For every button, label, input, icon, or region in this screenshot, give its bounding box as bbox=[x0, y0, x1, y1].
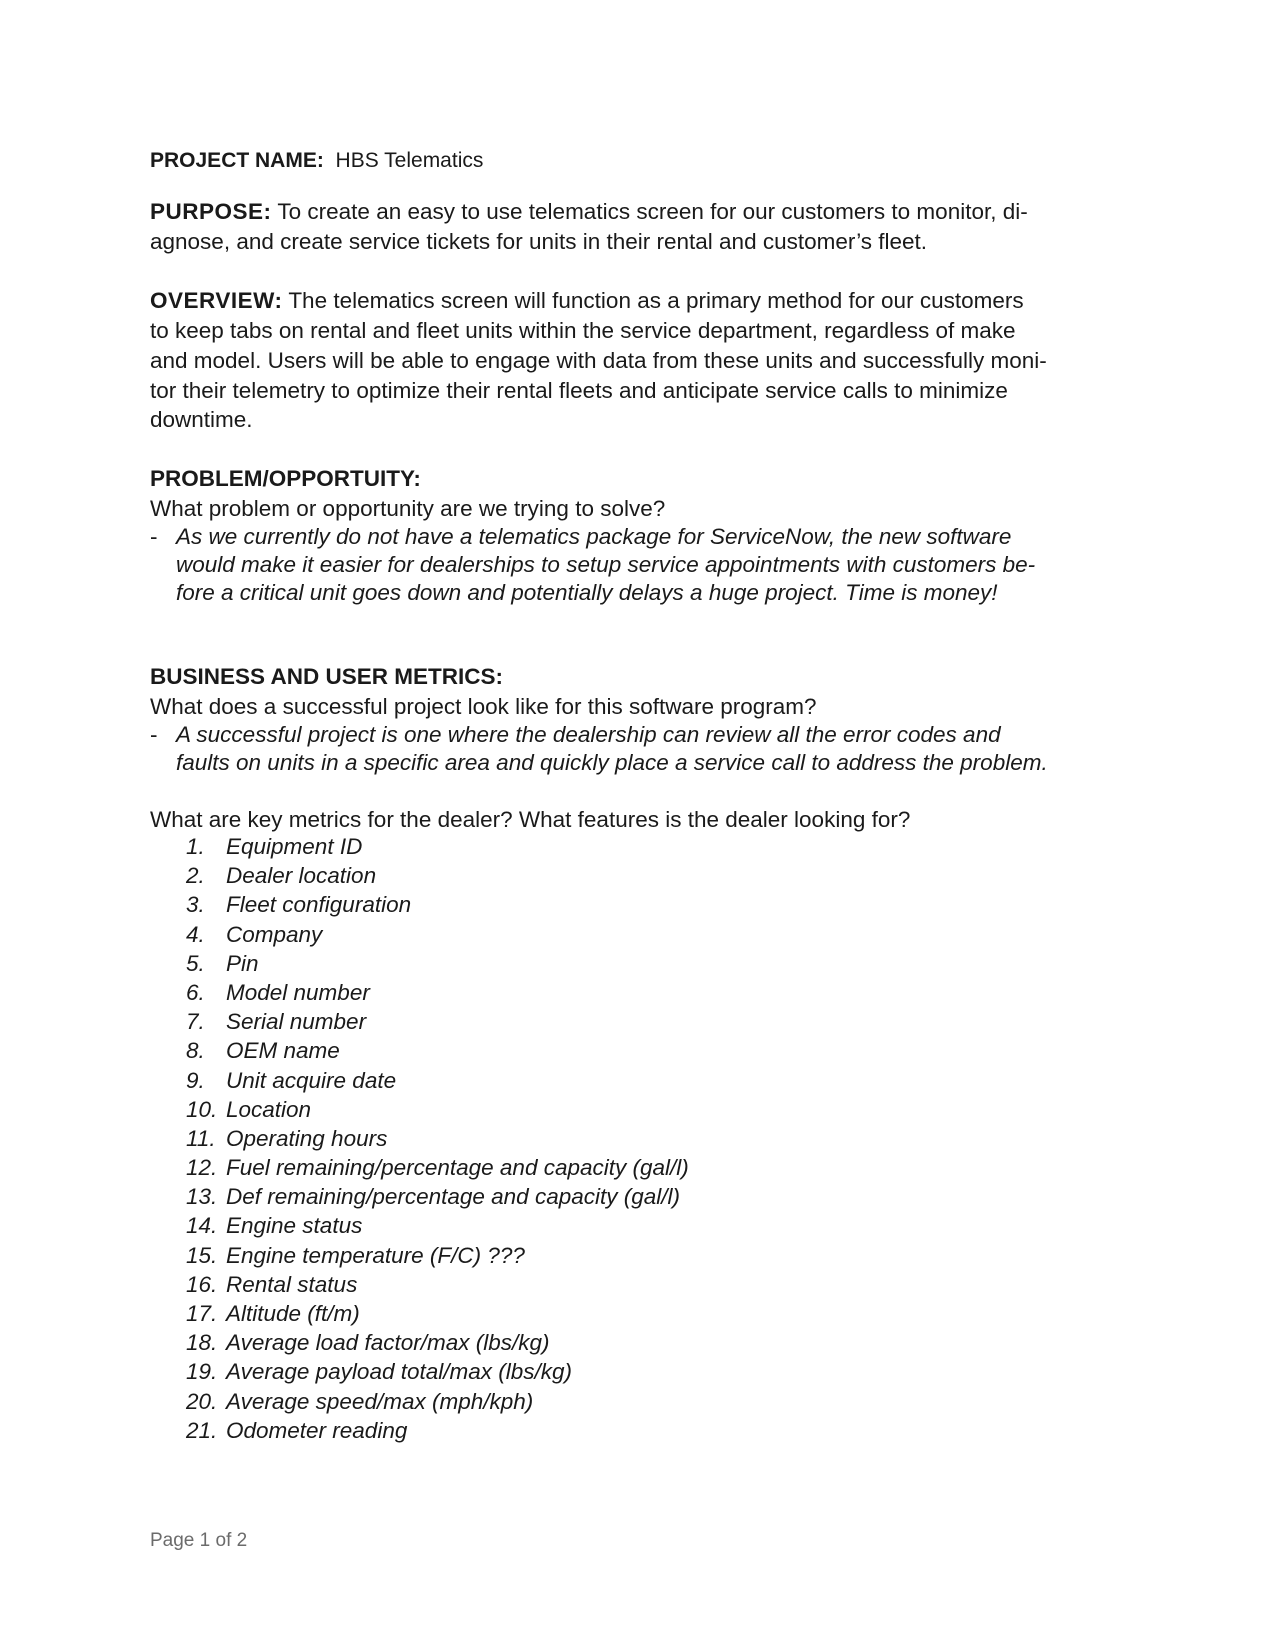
list-item-number: 5. bbox=[186, 950, 205, 976]
list-item-text: Altitude (ft/m) bbox=[226, 1301, 360, 1326]
overview-line-4: tor their telemetry to optimize their rental fleets and anticipate service calls to minimize bbox=[150, 378, 1008, 403]
list-item-text: Engine temperature (F/C) ??? bbox=[226, 1242, 525, 1268]
list-item-number: 19. bbox=[186, 1359, 218, 1385]
list-item bbox=[186, 861, 689, 890]
purpose-text-1: To create an easy to use telematics screen for our customers to monitor, di- bbox=[277, 199, 1028, 224]
list-item bbox=[186, 1387, 689, 1416]
project-name-line bbox=[150, 146, 483, 176]
list-item-number: 4. bbox=[186, 921, 205, 947]
list-item bbox=[186, 1066, 689, 1095]
list-item-number: 3. bbox=[186, 892, 205, 918]
overview-text-1: The telematics screen will function as a primary method for our customers bbox=[288, 288, 1024, 313]
list-item bbox=[186, 1211, 689, 1240]
list-item-text: Model number bbox=[226, 979, 370, 1005]
list-item-text: Fuel remaining/percentage and capacity (gal/l) bbox=[226, 1155, 689, 1181]
purpose-line-2: agnose, and create service tickets for units in their rental and customer’s fleet. bbox=[150, 229, 928, 254]
list-item bbox=[186, 1241, 689, 1270]
overview-line-1 bbox=[150, 286, 1024, 316]
list-item-text: Equipment ID bbox=[226, 834, 363, 859]
problem-dash: - bbox=[150, 524, 158, 549]
list-item bbox=[186, 1270, 689, 1299]
purpose-line-1 bbox=[150, 197, 1028, 227]
list-item-text: Average payload total/max (lbs/kg) bbox=[226, 1359, 573, 1385]
project-name-label: PROJECT NAME: bbox=[150, 149, 324, 172]
list-item-number: 20. bbox=[186, 1388, 218, 1414]
overview-line-5: downtime. bbox=[150, 407, 253, 432]
list-item bbox=[186, 978, 689, 1007]
list-item-text: Engine status bbox=[226, 1213, 363, 1239]
list-item bbox=[186, 1153, 689, 1182]
list-item-text: OEM name bbox=[226, 1038, 340, 1064]
list-item-number: 17. bbox=[186, 1301, 218, 1326]
list-item-number: 7. bbox=[186, 1009, 205, 1035]
list-item-number: 14. bbox=[186, 1213, 218, 1239]
features-list bbox=[186, 832, 689, 1445]
list-item bbox=[186, 1328, 689, 1357]
list-item bbox=[186, 1416, 689, 1445]
features-question: What are key metrics for the dealer? What features is the dealer looking for? bbox=[150, 807, 911, 832]
list-item-number: 9. bbox=[186, 1067, 205, 1093]
metrics-answer-2: faults on units in a specific area and quickly place a service call to address the problem. bbox=[176, 750, 1048, 775]
list-item-text: Unit acquire date bbox=[226, 1067, 397, 1093]
list-item-text: Rental status bbox=[226, 1271, 358, 1297]
problem-question: What problem or opportunity are we trying to solve? bbox=[150, 496, 666, 521]
metrics-dash: - bbox=[150, 722, 158, 747]
list-item-number: 12. bbox=[186, 1155, 218, 1181]
project-name-value: HBS Telematics bbox=[335, 149, 484, 172]
purpose-label: PURPOSE: bbox=[150, 199, 272, 224]
list-item-number: 2. bbox=[186, 863, 205, 889]
list-item-text: Average speed/max (mph/kph) bbox=[226, 1388, 534, 1414]
overview-line-3: and model. Users will be able to engage with data from these units and successfully moni- bbox=[150, 348, 1047, 373]
page-number: Page 1 of 2 bbox=[150, 1530, 248, 1551]
list-item bbox=[186, 1036, 689, 1065]
list-item-text: Serial number bbox=[226, 1009, 367, 1035]
list-item-text: Average load factor/max (lbs/kg) bbox=[226, 1330, 550, 1356]
list-item bbox=[186, 1299, 689, 1328]
list-item-number: 6. bbox=[186, 979, 205, 1005]
problem-answer-2: would make it easier for dealerships to setup service appointments with customers be- bbox=[176, 552, 1036, 577]
list-item-text: Odometer reading bbox=[226, 1417, 408, 1443]
problem-answer-3: fore a critical unit goes down and potentially delays a huge project. Time is money! bbox=[176, 580, 998, 605]
list-item bbox=[186, 949, 689, 978]
list-item bbox=[186, 1182, 689, 1211]
list-item-text: Def remaining/percentage and capacity (gal/l) bbox=[226, 1184, 680, 1210]
overview-label: OVERVIEW: bbox=[150, 288, 283, 313]
metrics-heading: BUSINESS AND USER METRICS: bbox=[150, 664, 503, 689]
problem-answer-1: As we currently do not have a telematics package for ServiceNow, the new software bbox=[176, 524, 1012, 549]
list-item-number: 18. bbox=[186, 1330, 218, 1356]
list-item-number: 1. bbox=[186, 834, 205, 859]
list-item-text: Fleet configuration bbox=[226, 892, 412, 918]
list-item-number: 10. bbox=[186, 1096, 218, 1122]
list-item bbox=[186, 832, 689, 861]
list-item-number: 21. bbox=[186, 1417, 218, 1443]
document-page bbox=[150, 0, 1135, 1650]
metrics-answer-1: A successful project is one where the dealership can review all the error codes and bbox=[176, 722, 1001, 747]
list-item-text: Dealer location bbox=[226, 863, 377, 889]
list-item-text: Pin bbox=[226, 950, 259, 976]
list-item-text: Operating hours bbox=[226, 1125, 388, 1151]
list-item bbox=[186, 920, 689, 949]
list-item bbox=[186, 890, 689, 919]
list-item-number: 16. bbox=[186, 1271, 218, 1297]
list-item bbox=[186, 1124, 689, 1153]
list-item-number: 13. bbox=[186, 1184, 218, 1210]
problem-heading: PROBLEM/OPPORTUITY: bbox=[150, 466, 421, 491]
list-item bbox=[186, 1095, 689, 1124]
list-item-number: 11. bbox=[186, 1125, 216, 1151]
list-item-text: Location bbox=[226, 1096, 312, 1122]
list-item bbox=[186, 1357, 689, 1386]
list-item bbox=[186, 1007, 689, 1036]
list-item-number: 15. bbox=[186, 1242, 218, 1268]
list-item-number: 8. bbox=[186, 1038, 205, 1064]
overview-line-2: to keep tabs on rental and fleet units within the service department, regardless of make bbox=[150, 318, 1016, 343]
metrics-question: What does a successful project look like for this software program? bbox=[150, 694, 817, 719]
list-item-text: Company bbox=[226, 921, 323, 947]
